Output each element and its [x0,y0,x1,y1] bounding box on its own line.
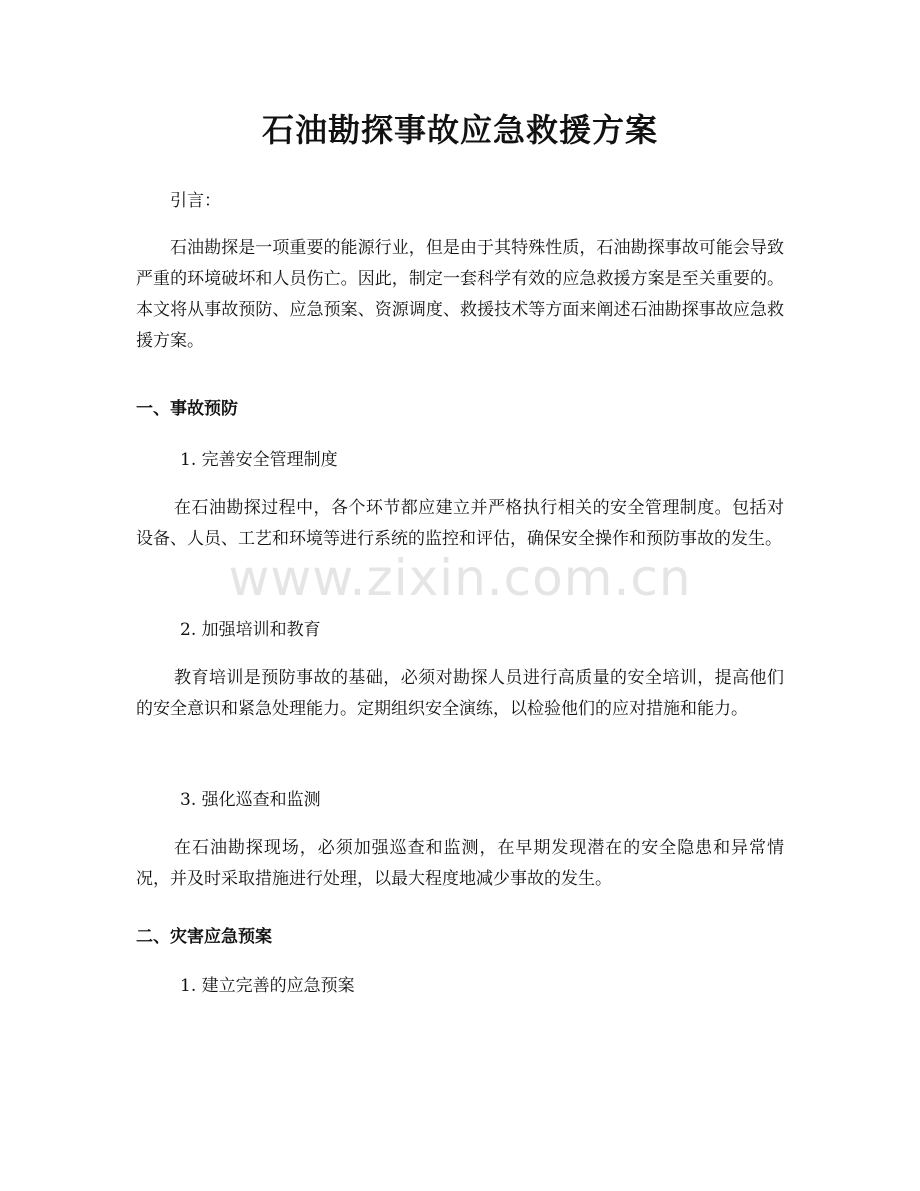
paragraph-training: 教育培训是预防事故的基础，必须对勘探人员进行高质量的安全培训，提高他们的安全意识和紧急处理能力。定期组织安全演练，以检验他们的应对措施和能力。 [136,668,784,719]
paragraph-safety-management: 在石油勘探过程中，各个环节都应建立并严格执行相关的安全管理制度。包括对设备、人员、工艺和环境等进行系统的监控和评估，确保安全操作和预防事故的发生。 [136,498,784,549]
intro-paragraph: 石油勘探是一项重要的能源行业，但是由于其特殊性质，石油勘探事故可能会导致严重的环境破坏和人员伤亡。因此，制定一套科学有效的应急救援方案是至关重要的。本文将从事故预防、应急预案、资源调度、救援技术等方面来阐述石油勘探事故应急救援方案。 [136,238,784,351]
paragraph-inspection: 在石油勘探现场，必须加强巡查和监测，在早期发现潜在的安全隐患和异常情况，并及时采取措施进行处理，以最大程度地减少事故的发生。 [136,838,784,889]
section-heading-prevention: 一、事故预防 [136,399,238,419]
section-heading-emergency-plan: 二、灾害应急预案 [136,927,272,947]
subheading-inspection: 3. 强化巡查和监测 [180,790,321,810]
subheading-training: 2. 加强培训和教育 [180,620,321,640]
subheading-safety-management: 1. 完善安全管理制度 [180,450,338,470]
document-title: 石油勘探事故应急救援方案 [261,111,658,149]
intro-label: 引言： [170,191,221,211]
subheading-emergency-plan: 1. 建立完善的应急预案 [180,976,355,996]
watermark: www.zixin.com.cn [228,549,692,607]
